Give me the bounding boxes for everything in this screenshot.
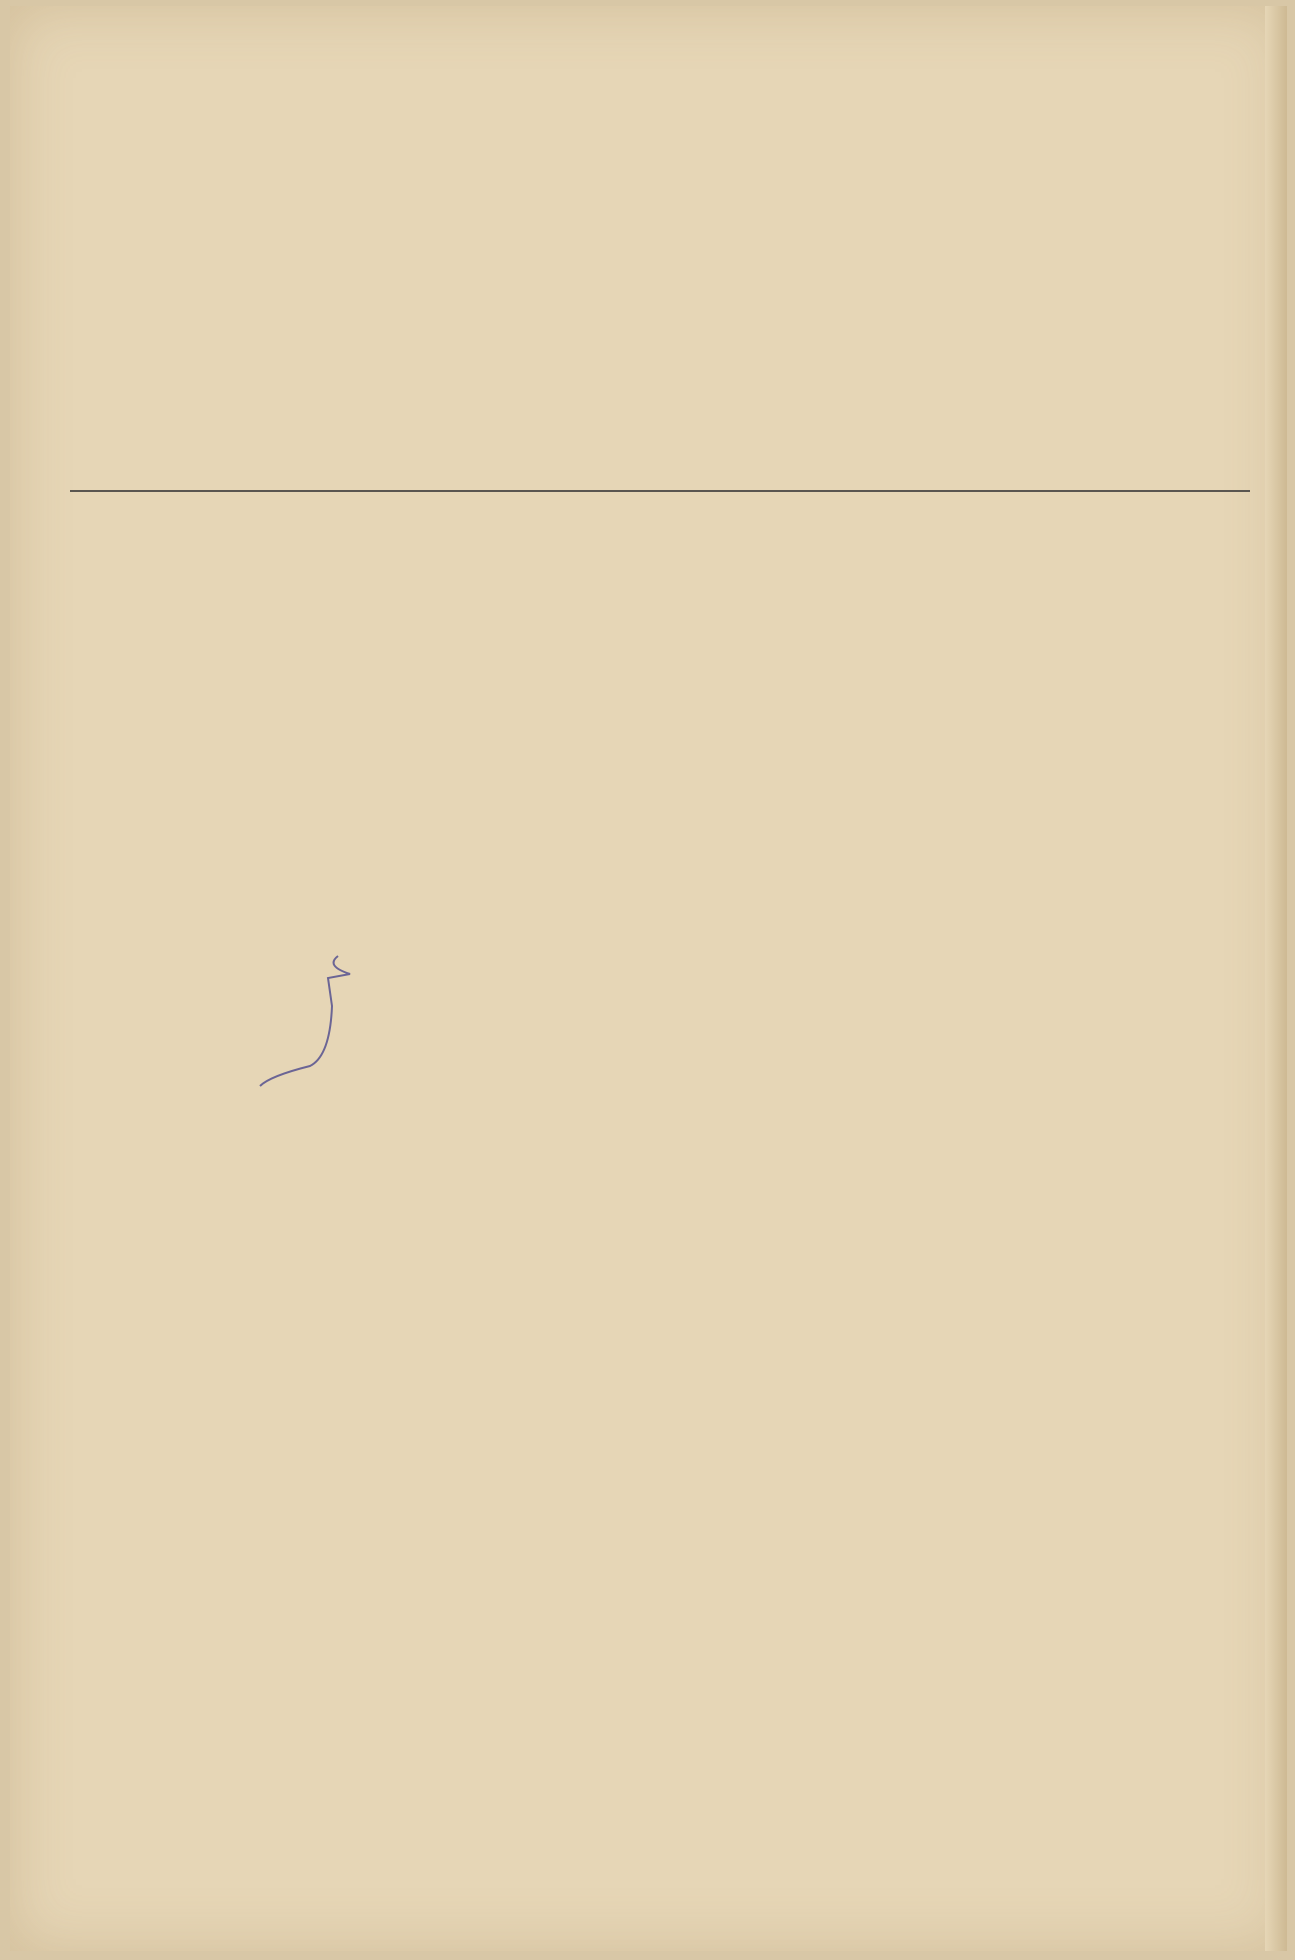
typewritten-page <box>10 6 1287 1951</box>
page-edge <box>1265 6 1287 1951</box>
margin-bracket-icon <box>10 6 410 1106</box>
